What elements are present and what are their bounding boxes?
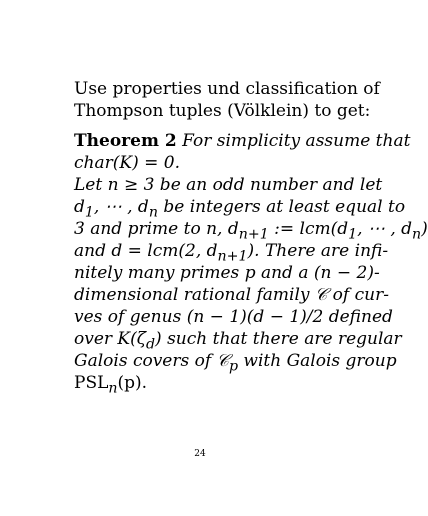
subscript: p [228, 358, 239, 375]
subscript: n [108, 380, 118, 397]
text-segment: (p). [117, 373, 148, 393]
text-segment: be integers at least equal to [157, 197, 406, 217]
theorem-line-2: char(K) = 0. [74, 153, 180, 173]
text-segment: ). There are infi- [247, 241, 389, 261]
theorem-line-3: Let n ≥ 3 be an odd number and let [74, 175, 383, 195]
theorem-line-10 [74, 328, 402, 353]
intro-line-1: Use properties und classification of [74, 79, 380, 99]
subscript: n [412, 226, 422, 243]
subscript: n [148, 204, 158, 221]
intro-line-2: Thompson tuples (Völklein) to get: [74, 101, 371, 121]
page-number: 24 [194, 449, 206, 459]
subscript: d [145, 336, 156, 353]
theorem-line-5 [74, 218, 428, 243]
theorem-line-8: dimensional rational family 𝒞 of cur- [74, 285, 389, 305]
theorem-line-12 [74, 372, 394, 397]
subscript: n+1 [217, 248, 248, 265]
theorem-line-6 [74, 240, 394, 265]
theorem-line-7: nitely many primes p and a (n − 2)- [74, 263, 380, 283]
text-segment: 3 and prime to n, d [74, 219, 239, 239]
text-segment: ) such that there are regular [155, 329, 402, 349]
theorem-line-11 [74, 350, 397, 375]
theorem-block [74, 130, 428, 397]
text-segment: and d = lcm(2, d [74, 241, 218, 261]
theorem-text: For simplicity assume that [182, 131, 411, 151]
text-segment: , ⋯ , d [93, 197, 149, 217]
text-segment: with Galois group [238, 351, 397, 371]
text-segment: over K(ζ [74, 329, 146, 349]
text-segment: , ⋯ , d [357, 219, 413, 239]
subscript: 1 [348, 226, 358, 243]
intro-paragraph [74, 78, 380, 122]
theorem-line-1 [74, 130, 411, 152]
text-segment: Galois covers of 𝒞 [74, 351, 229, 371]
theorem-line-4 [74, 196, 406, 221]
subscript: n+1 [238, 226, 269, 243]
text-segment: PSL [74, 373, 109, 393]
text-segment: ) [421, 219, 428, 239]
theorem-heading: Theorem 2 [74, 131, 177, 151]
theorem-line-9: ves of genus (n − 1)(d − 1)/2 defined [74, 307, 393, 327]
subscript: 1 [84, 204, 94, 221]
text-segment: := lcm(d [268, 219, 349, 239]
text-segment: d [74, 197, 85, 217]
